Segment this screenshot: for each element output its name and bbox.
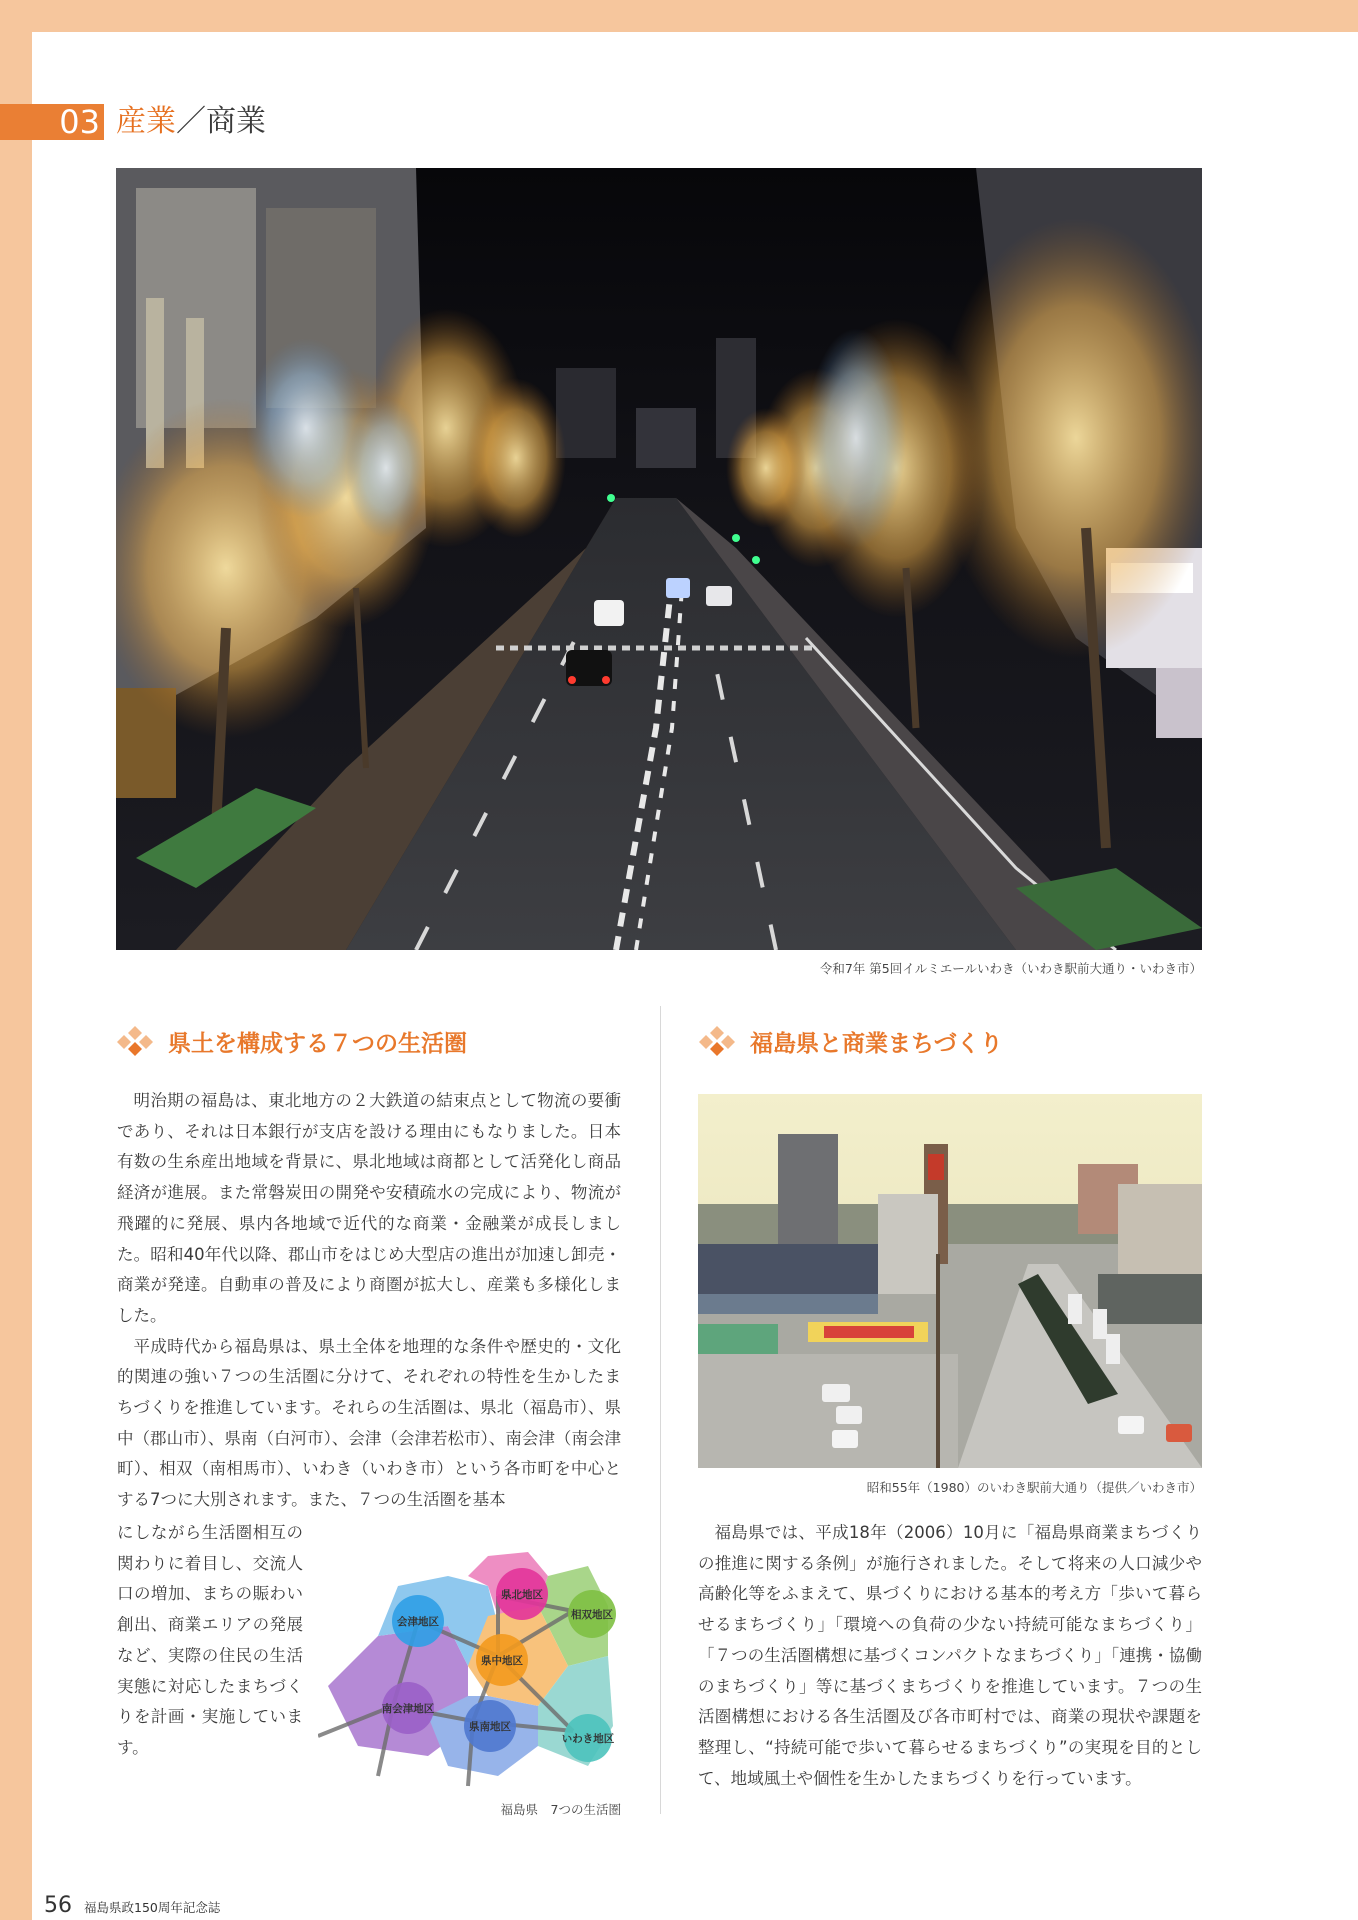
map-label-iwaki: いわき地区 bbox=[561, 1733, 615, 1745]
left-color-band bbox=[0, 0, 32, 1920]
section-number: 03 bbox=[0, 104, 104, 140]
diamond-cluster-icon bbox=[116, 1026, 154, 1056]
right-body-text bbox=[698, 1518, 1202, 1794]
left-paragraph-2-continued: にしながら生活圏相互の関わりに着目し、交流人口の増加、まちの賑わい創出、商業エリアの発展など、実際の住民の生活実態に対応したまちづくりを計画・実施しています。 bbox=[117, 1523, 303, 1757]
left-heading bbox=[116, 1024, 467, 1058]
right-heading bbox=[698, 1024, 1003, 1058]
left-paragraph-2: 平成時代から福島県は、県土全体を地理的な条件や歴史的・文化的関連の強い７つの生活圏に分けて、それぞれの特性を生かしたまちづくりを推進しています。それらの生活圏は、県北（福島市）、県中（郡山市）、県南（白河市）、会津（会津若松市）、南会津（南会津町）、相双（南相馬市）、いわき（いわき市）という各市町を中心とする7つに大別されます。また、７つの生活圏を基本 bbox=[117, 1336, 621, 1510]
page-number: 56 bbox=[44, 1893, 72, 1918]
main-photo-caption: 令和7年 第5回イルミエールいわき（いわき駅前大通り・いわき市） bbox=[819, 961, 1202, 976]
map-label-kennan: 県南地区 bbox=[469, 1721, 511, 1733]
column-divider bbox=[660, 1006, 661, 1814]
right-paragraph: 福島県では、平成18年（2006）10月に「福島県商業まちづくりの推進に関する条例」が施行されました。そして将来の人口減少や高齢化等をふまえて、県づくりにおける基本的考え方「歩いて暮らせるまちづくり」「環境への負荷の少ない持続可能なまちづくり」「７つの生活圏構想に基づくコンパクトなまちづくり」「連携・協働のまちづくり」等に基づくまちづくりを推進しています。７つの生活圏構想における各生活圏及び各市町村では、商業の現状や課題を整理し、“持続可能で歩いて暮らせるまちづくり”の実現を目的として、地域風土や個性を生かしたまちづくりを行っています。 bbox=[698, 1523, 1202, 1788]
map-caption: 福島県 7つの生活圏 bbox=[500, 1802, 621, 1817]
map-label-kenpoku: 県北地区 bbox=[501, 1589, 543, 1601]
map-label-aizu: 会津地区 bbox=[397, 1616, 439, 1628]
top-color-band bbox=[0, 0, 1358, 32]
left-paragraph-1: 明治期の福島は、東北地方の２大鉄道の結束点として物流の要衝であり、それは日本銀行が支店を設ける理由にもなりました。日本有数の生糸産出地域を背景に、県北地域は商都として活発化し商品経済が進展。また常磐炭田の開発や安積疏水の完成により、物流が飛躍的に発展、県内各地域で近代的な商業・金融業が成長しました。昭和40年代以降、郡山市をはじめ大型店の進出が加速し卸売・商業が発達。自動車の普及により商圏が拡大し、産業も多様化しました。 bbox=[117, 1091, 621, 1325]
section-title bbox=[116, 104, 266, 140]
publication-title: 福島県政150周年記念誌 bbox=[84, 1900, 221, 1915]
main-photo-illumination bbox=[116, 168, 1202, 950]
map-label-kenchu: 県中地区 bbox=[481, 1655, 523, 1667]
section-title-separator: ／ bbox=[176, 104, 206, 139]
right-heading-text: 福島県と商業まちづくり bbox=[750, 1030, 1003, 1057]
map-label-soso: 相双地区 bbox=[571, 1609, 613, 1621]
left-heading-text: 県土を構成する７つの生活圏 bbox=[168, 1030, 467, 1057]
diamond-cluster-icon bbox=[698, 1026, 736, 1056]
region-map bbox=[318, 1546, 624, 1792]
section-title-accent: 産業 bbox=[116, 104, 176, 139]
left-body-text bbox=[117, 1086, 621, 1516]
historic-photo-caption: 昭和55年（1980）のいわき駅前大通り（提供／いわき市） bbox=[866, 1480, 1202, 1495]
historic-photo-1980 bbox=[698, 1094, 1202, 1468]
map-label-minamiaizu: 南会津地区 bbox=[381, 1703, 435, 1715]
section-title-rest: 商業 bbox=[206, 104, 266, 139]
